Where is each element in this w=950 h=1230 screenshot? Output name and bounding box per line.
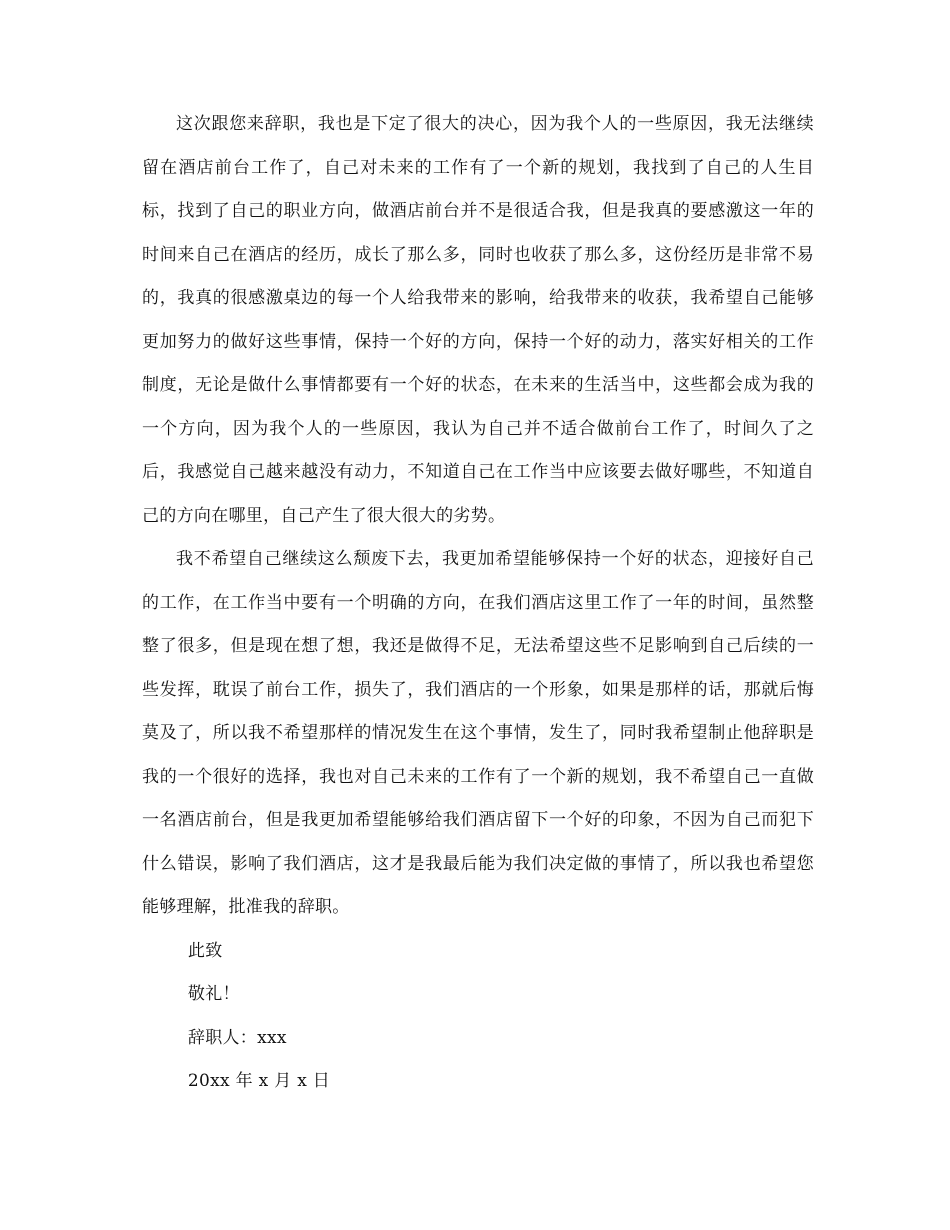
closing-salutation-1: 此致 — [187, 940, 223, 961]
paragraph-1: 这次跟您来辞职，我也是下定了很大的决心，因为我个人的一些原因，我无法继续留在酒店前台工作了，自己对未来的工作有了一个新的规划，我找到了自己的人生目标，找到了自己的职业方向，做酒店前台并不是很适合我，但是我真的要感激这一年的时间来自己在酒店的经历，成长了那么多，同时也收获了那么多，这份经历是非常不易的，我真的很感激桌边的每一个人给我带来的影响，给我带来的收获，我希望自己能够更加努力的做好这些事情，保持一个好的方向，保持一个好的动力，落实好相关的工作制度，无论是做什么事情都要有一个好的状态，在未来的生活当中，这些都会成为我的一个方向，因为我个人的一些原因，我认为自己并不适合做前台工作了，时间久了之后，我感觉自己越来越没有动力，不知道自己在工作当中应该要去做好哪些，不知道自己的方向在哪里，自己产生了很大很大的劣势。 — [142, 114, 814, 526]
letter-body — [142, 103, 814, 1104]
date-line: 20xx 年 x 月 x 日 — [187, 1071, 331, 1091]
closing-salutation-2: 敬礼！ — [187, 984, 240, 1004]
signer-line: 辞职人：xxx — [187, 1027, 287, 1048]
paragraph-2: 我不希望自己继续这么颓废下去，我更加希望能够保持一个好的状态，迎接好自己的工作，在工作当中要有一个明确的方向，在我们酒店这里工作了一年的时间，虽然整整了很多，但是现在想了想，我还是做得不足，无法希望这些不足影响到自己后续的一些发挥，耽误了前台工作，损失了，我们酒店的一个形象，如果是那样的话，那就后悔莫及了，所以我不希望那样的情况发生在这个事情，发生了，同时我希望制止他辞职是我的一个很好的选择，我也对自己未来的工作有了一个新的规划，我不希望自己一直做一名酒店前台，但是我更加希望能够给我们酒店留下一个好的印象，不因为自己而犯下什么错误，影响了我们酒店，这才是我最后能为我们决定做的事情了，所以我也希望您能够理解，批准我的辞职。 — [142, 549, 814, 917]
